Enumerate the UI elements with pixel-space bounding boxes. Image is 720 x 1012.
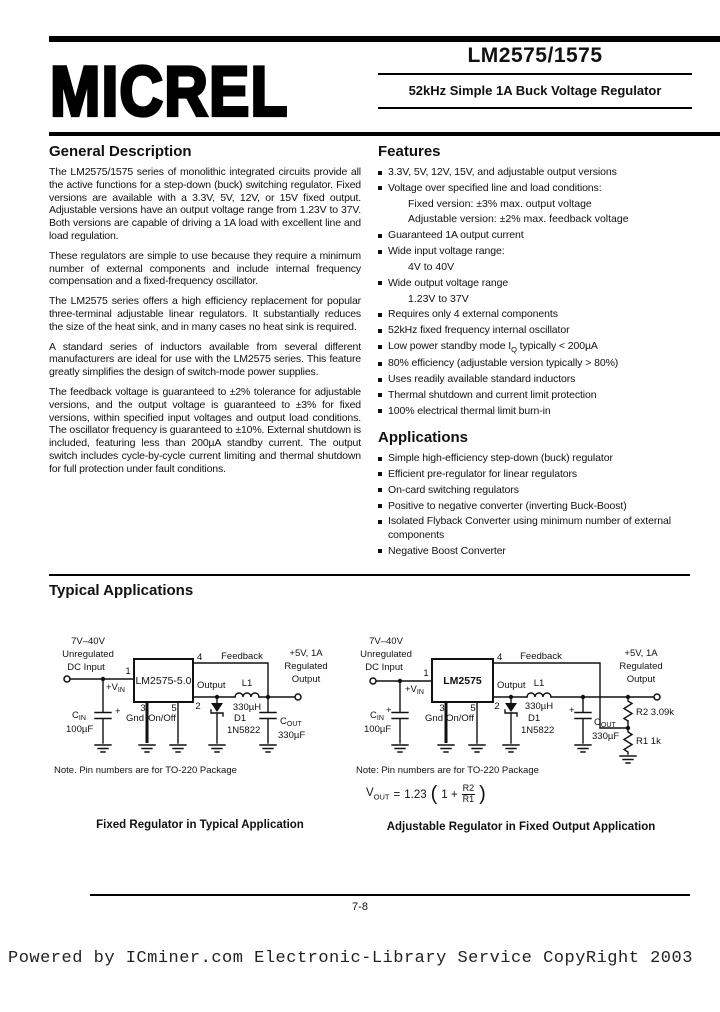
page-number: 7-8 bbox=[352, 901, 368, 913]
cout-label: $C_{OUT}$ bbox=[594, 717, 616, 729]
bullet-icon bbox=[378, 549, 382, 553]
feature-item: 80% efficiency (adjustable version typically > 80%) bbox=[378, 357, 690, 370]
vin-label: $+V_{IN}$ bbox=[405, 684, 424, 696]
feature-item: Wide input voltage range: bbox=[378, 245, 690, 258]
cin-value: 100µF bbox=[66, 724, 94, 735]
gnd-label: Gnd bbox=[425, 713, 443, 724]
bullet-icon bbox=[378, 186, 382, 190]
bullet-icon bbox=[378, 281, 382, 285]
pin4-label: 4 bbox=[497, 652, 503, 663]
general-description-heading: General Description bbox=[49, 143, 192, 160]
onoff-label: On/Off bbox=[148, 713, 176, 724]
feature-item: Low power standby mode $I_Q$ typically < 200µA bbox=[378, 340, 690, 355]
description-paragraph: The LM2575 series offers a high efficiency replacement for popular three-terminal adjustable linear regulators. It substantially reduces the size of the heat sink, and in many cases no heat sink is required. bbox=[49, 295, 361, 333]
cout-label: $C_{OUT}$ bbox=[280, 716, 302, 728]
pin2-label: 2 bbox=[494, 701, 500, 712]
schematic-labels bbox=[54, 636, 328, 776]
bullet-icon bbox=[378, 504, 382, 508]
ground-symbols bbox=[95, 745, 276, 752]
r2-label: R2 3.09k bbox=[636, 707, 675, 718]
svg-text:Unregulated: Unregulated bbox=[62, 649, 114, 660]
description-paragraph: The LM2575/1575 series of monolithic integrated circuits provide all the active functions for a step-down (buck) switching regulator. Fixed versions are available with a 3.3V, 5V, 12V, or 15V fixed output. Adjustable versions have an output voltage range from 1.23V to 37V. Both versions are capable of driving a 1A load with excellent line and load regulation. bbox=[49, 166, 361, 242]
section-rule bbox=[49, 574, 690, 576]
bullet-icon bbox=[378, 313, 382, 317]
svg-text:DC Input: DC Input bbox=[365, 662, 403, 673]
output-rail-label: +5V, 1A bbox=[624, 648, 658, 659]
l1-label: L1 bbox=[533, 678, 545, 689]
svg-text:Regulated: Regulated bbox=[619, 661, 663, 672]
bullet-icon bbox=[378, 393, 382, 397]
ic-label: LM2575-5.0 bbox=[135, 675, 192, 687]
header-rule bbox=[49, 132, 720, 136]
vin-label: $+V_{IN}$ bbox=[106, 682, 125, 694]
bullet-icon bbox=[378, 488, 382, 492]
feature-subitem: 4V to 40V bbox=[408, 260, 455, 273]
output-pin-label: Output bbox=[497, 680, 526, 691]
applications-heading: Applications bbox=[378, 429, 469, 447]
cout-value: 330µF bbox=[278, 730, 306, 741]
inductor-symbol bbox=[527, 693, 551, 697]
cout-value: 330µF bbox=[592, 731, 620, 742]
description-paragraph: The feedback voltage is guaranteed to ±2% tolerance for adjustable versions, and the output voltage is guaranteed to ±3% for fixed versions, within specified input voltages and output load conditions. The oscillator frequency is guaranteed to ±10%. External shutdown is included, featuring less than 200µA standby current. The output switch includes cycle-by-cycle current limiting and thermal shutdown for full protection under fault conditions. bbox=[49, 385, 361, 475]
pin4-label: 4 bbox=[197, 652, 203, 663]
application-item: Negative Boost Converter bbox=[378, 545, 690, 558]
document-subtitle: 52kHz Simple 1A Buck Voltage Regulator bbox=[378, 75, 692, 109]
d1-label: D1 bbox=[528, 713, 541, 724]
feature-item: Requires only 4 external components bbox=[378, 308, 690, 321]
cin-label: $C_{IN}$ bbox=[370, 710, 384, 722]
feature-item: 52kHz fixed frequency internal oscillator bbox=[378, 324, 690, 337]
bullet-icon bbox=[378, 362, 382, 366]
bullet-icon bbox=[378, 345, 382, 349]
bullet-icon bbox=[378, 171, 382, 175]
capacitor-symbols bbox=[392, 713, 591, 719]
left-circuit-caption: Fixed Regulator in Typical Application bbox=[96, 819, 304, 831]
r2-r1-fraction: $\frac{R2}{R1}$ bbox=[462, 783, 475, 804]
package-note: Note: Pin numbers are for TO-220 Package bbox=[356, 765, 539, 776]
pin3-label: 3 bbox=[140, 703, 146, 714]
svg-text:DC Input: DC Input bbox=[67, 662, 105, 673]
feature-subitem: Adjustable version: ±2% max. feedback voltage bbox=[408, 213, 629, 226]
cout-polarity: + bbox=[569, 705, 575, 716]
feature-item: 3.3V, 5V, 12V, 15V, and adjustable output versions bbox=[378, 166, 690, 179]
cin-polarity: + bbox=[386, 705, 392, 716]
feature-subitem: 1.23V to 37V bbox=[408, 292, 469, 305]
subscript-q: Q bbox=[511, 345, 517, 355]
vout-symbol: $V_{OUT}$ bbox=[366, 787, 390, 802]
svg-text:Output: Output bbox=[291, 674, 321, 685]
svg-text:Regulated: Regulated bbox=[284, 661, 328, 672]
d1-value: 1N5822 bbox=[521, 725, 555, 736]
schematic-labels bbox=[356, 636, 674, 776]
output-terminal bbox=[654, 694, 660, 700]
input-terminal bbox=[370, 678, 376, 684]
body-columns bbox=[49, 143, 690, 560]
application-item: On-card switching regulators bbox=[378, 484, 690, 497]
application-item: Simple high-efficiency step-down (buck) regulator bbox=[378, 452, 690, 465]
r1-label: R1 1k bbox=[636, 736, 661, 747]
bullet-icon bbox=[378, 472, 382, 476]
general-description-column bbox=[49, 143, 361, 560]
feature-item: Uses readily available standard inductors bbox=[378, 373, 690, 386]
input-label: 7V–40V bbox=[71, 636, 105, 647]
description-paragraph: A standard series of inductors available from several different manufacturers are ideal for use with the LM2575 series. This feature greatly simplifies the design of switch-mode power supplies. bbox=[49, 340, 361, 379]
cin-value: 100µF bbox=[364, 724, 392, 735]
typical-applications-heading: Typical Applications bbox=[49, 582, 194, 599]
pin1-label: 1 bbox=[125, 666, 131, 677]
bullet-icon bbox=[378, 409, 382, 413]
svg-text:Unregulated: Unregulated bbox=[360, 649, 412, 660]
bullet-icon bbox=[378, 378, 382, 382]
onoff-label: On/Off bbox=[446, 713, 474, 724]
feedback-label: Feedback bbox=[221, 651, 263, 662]
application-item: Isolated Flyback Converter using minimum number of external components bbox=[378, 515, 690, 542]
vout-formula: $V_{OUT}$ = 1.23 ( 1 + $\frac{R2}{R1}$ ) bbox=[366, 783, 486, 805]
pin5-label: 5 bbox=[470, 703, 476, 714]
feedback-label: Feedback bbox=[520, 651, 562, 662]
adjustable-regulator-schematic bbox=[356, 633, 686, 785]
feature-item: Voltage over specified line and load conditions: bbox=[378, 182, 690, 195]
footer-rule bbox=[90, 894, 690, 896]
features-heading: Features bbox=[378, 143, 441, 160]
application-item: Positive to negative converter (inverting Buck-Boost) bbox=[378, 500, 690, 513]
feature-item: Thermal shutdown and current limit protection bbox=[378, 389, 690, 402]
input-label: 7V–40V bbox=[369, 636, 403, 647]
title-block bbox=[378, 44, 692, 109]
bullet-icon bbox=[378, 234, 382, 238]
gnd-label: Gnd bbox=[126, 713, 144, 724]
features-applications-column bbox=[378, 143, 690, 560]
part-number: LM2575/1575 bbox=[378, 44, 692, 75]
package-note: Note. Pin numbers are for TO-220 Package bbox=[54, 765, 237, 776]
pin3-label: 3 bbox=[439, 703, 445, 714]
ground-symbols bbox=[392, 745, 636, 763]
top-rule bbox=[49, 36, 720, 42]
description-paragraph: These regulators are simple to use because they require a minimum number of external components and include internal frequency compensation and a fixed-frequency oscillator. bbox=[49, 249, 361, 288]
application-item: Efficient pre-regulator for linear regulators bbox=[378, 468, 690, 481]
output-terminal bbox=[295, 694, 301, 700]
fixed-regulator-schematic bbox=[50, 633, 350, 785]
pin1-label: 1 bbox=[423, 668, 429, 679]
bullet-icon bbox=[378, 457, 382, 461]
input-terminal bbox=[64, 676, 70, 682]
ic-label: LM2575 bbox=[443, 675, 482, 687]
output-pin-label: Output bbox=[197, 680, 226, 691]
d1-value: 1N5822 bbox=[227, 725, 261, 736]
bullet-icon bbox=[378, 329, 382, 333]
library-watermark: Powered by ICminer.com Electronic-Library Service CopyRight 2003 bbox=[8, 949, 693, 968]
inductor-symbol bbox=[235, 693, 259, 697]
svg-text:Output: Output bbox=[626, 674, 656, 685]
cin-polarity: + bbox=[115, 706, 121, 717]
l1-label: L1 bbox=[241, 678, 253, 689]
l1-value: 330µH bbox=[524, 701, 554, 712]
cin-label: $C_{IN}$ bbox=[72, 710, 86, 722]
feature-subitem: Fixed version: ±3% max. output voltage bbox=[408, 197, 592, 210]
micrel-logo: MICREL bbox=[50, 53, 289, 132]
feature-item: Wide output voltage range bbox=[378, 277, 690, 290]
right-circuit-caption: Adjustable Regulator in Fixed Output Application bbox=[386, 821, 656, 833]
l1-value: 330µH bbox=[232, 702, 262, 713]
feature-item: 100% electrical thermal limit burn-in bbox=[378, 405, 690, 418]
output-rail-label: +5V, 1A bbox=[289, 648, 323, 659]
capacitor-symbols bbox=[95, 713, 276, 719]
d1-label: D1 bbox=[234, 713, 247, 724]
pin2-label: 2 bbox=[195, 701, 201, 712]
pin5-label: 5 bbox=[171, 703, 177, 714]
bullet-icon bbox=[378, 250, 382, 254]
feature-item: Guaranteed 1A output current bbox=[378, 229, 690, 242]
bullet-icon bbox=[378, 520, 382, 524]
